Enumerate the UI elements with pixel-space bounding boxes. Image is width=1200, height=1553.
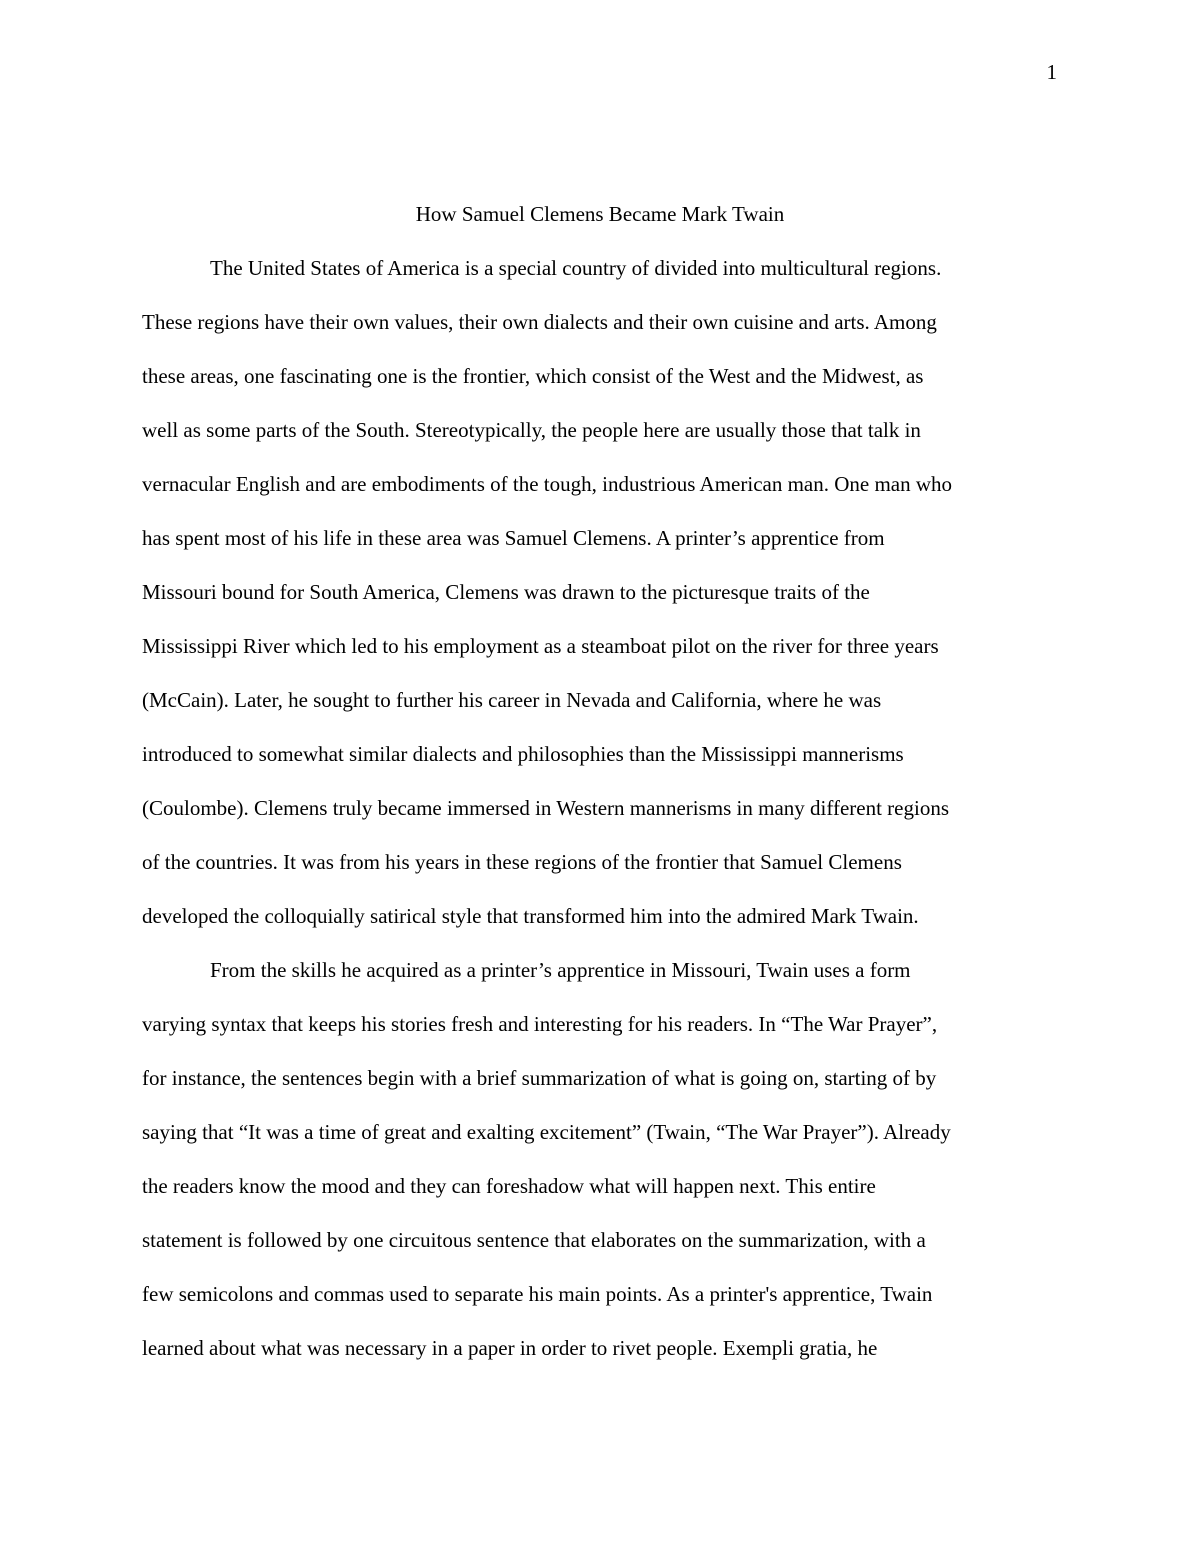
- paragraph-line: introduced to somewhat similar dialects and philosophies than the Mississippi mannerisms: [142, 742, 904, 766]
- essay-body: [142, 254, 1058, 1388]
- paragraph-line: these areas, one fascinating one is the frontier, which consist of the West and the Midwest, as: [142, 364, 924, 388]
- paragraph-line: These regions have their own values, their own dialects and their own cuisine and arts. Among: [142, 310, 937, 334]
- paragraph-line: well as some parts of the South. Stereotypically, the people here are usually those that talk in: [142, 418, 921, 442]
- paragraph-line: the readers know the mood and they can foreshadow what will happen next. This entire: [142, 1174, 876, 1198]
- paragraph-line: statement is followed by one circuitous sentence that elaborates on the summarization, with a: [142, 1228, 926, 1252]
- paragraph-line: (Coulombe). Clemens truly became immersed in Western mannerisms in many different regions: [142, 796, 950, 820]
- paragraph-line: few semicolons and commas used to separate his main points. As a printer's apprentice, Twain: [142, 1282, 933, 1306]
- paragraph-line: Mississippi River which led to his employment as a steamboat pilot on the river for three years: [142, 634, 939, 658]
- paragraph-line: saying that “It was a time of great and exalting excitement” (Twain, “The War Prayer”). Already: [142, 1120, 951, 1144]
- paragraph-line: varying syntax that keeps his stories fresh and interesting for his readers. In “The War Prayer”,: [142, 1012, 938, 1036]
- paragraph-first-line: From the skills he acquired as a printer’s apprentice in Missouri, Twain uses a form: [210, 958, 911, 982]
- paragraph-line: for instance, the sentences begin with a brief summarization of what is going on, starting of by: [142, 1066, 937, 1090]
- paragraph-line: (McCain). Later, he sought to further his career in Nevada and California, where he was: [142, 688, 882, 712]
- paragraph-line: Missouri bound for South America, Clemens was drawn to the picturesque traits of the: [142, 580, 870, 604]
- paragraph-line: has spent most of his life in these area was Samuel Clemens. A printer’s apprentice from: [142, 526, 885, 550]
- paragraph-line: developed the colloquially satirical style that transformed him into the admired Mark Twain.: [142, 904, 919, 928]
- page-number: 1: [1046, 60, 1057, 84]
- paragraph-line: learned about what was necessary in a paper in order to rivet people. Exempli gratia, he: [142, 1336, 878, 1360]
- paragraph-line: vernacular English and are embodiments of the tough, industrious American man. One man who: [142, 472, 953, 496]
- essay-title: How Samuel Clemens Became Mark Twain: [415, 202, 785, 226]
- paragraph-first-line: The United States of America is a special country of divided into multicultural regions.: [210, 256, 942, 280]
- paragraph-line: of the countries. It was from his years in these regions of the frontier that Samuel Clemens: [142, 850, 902, 874]
